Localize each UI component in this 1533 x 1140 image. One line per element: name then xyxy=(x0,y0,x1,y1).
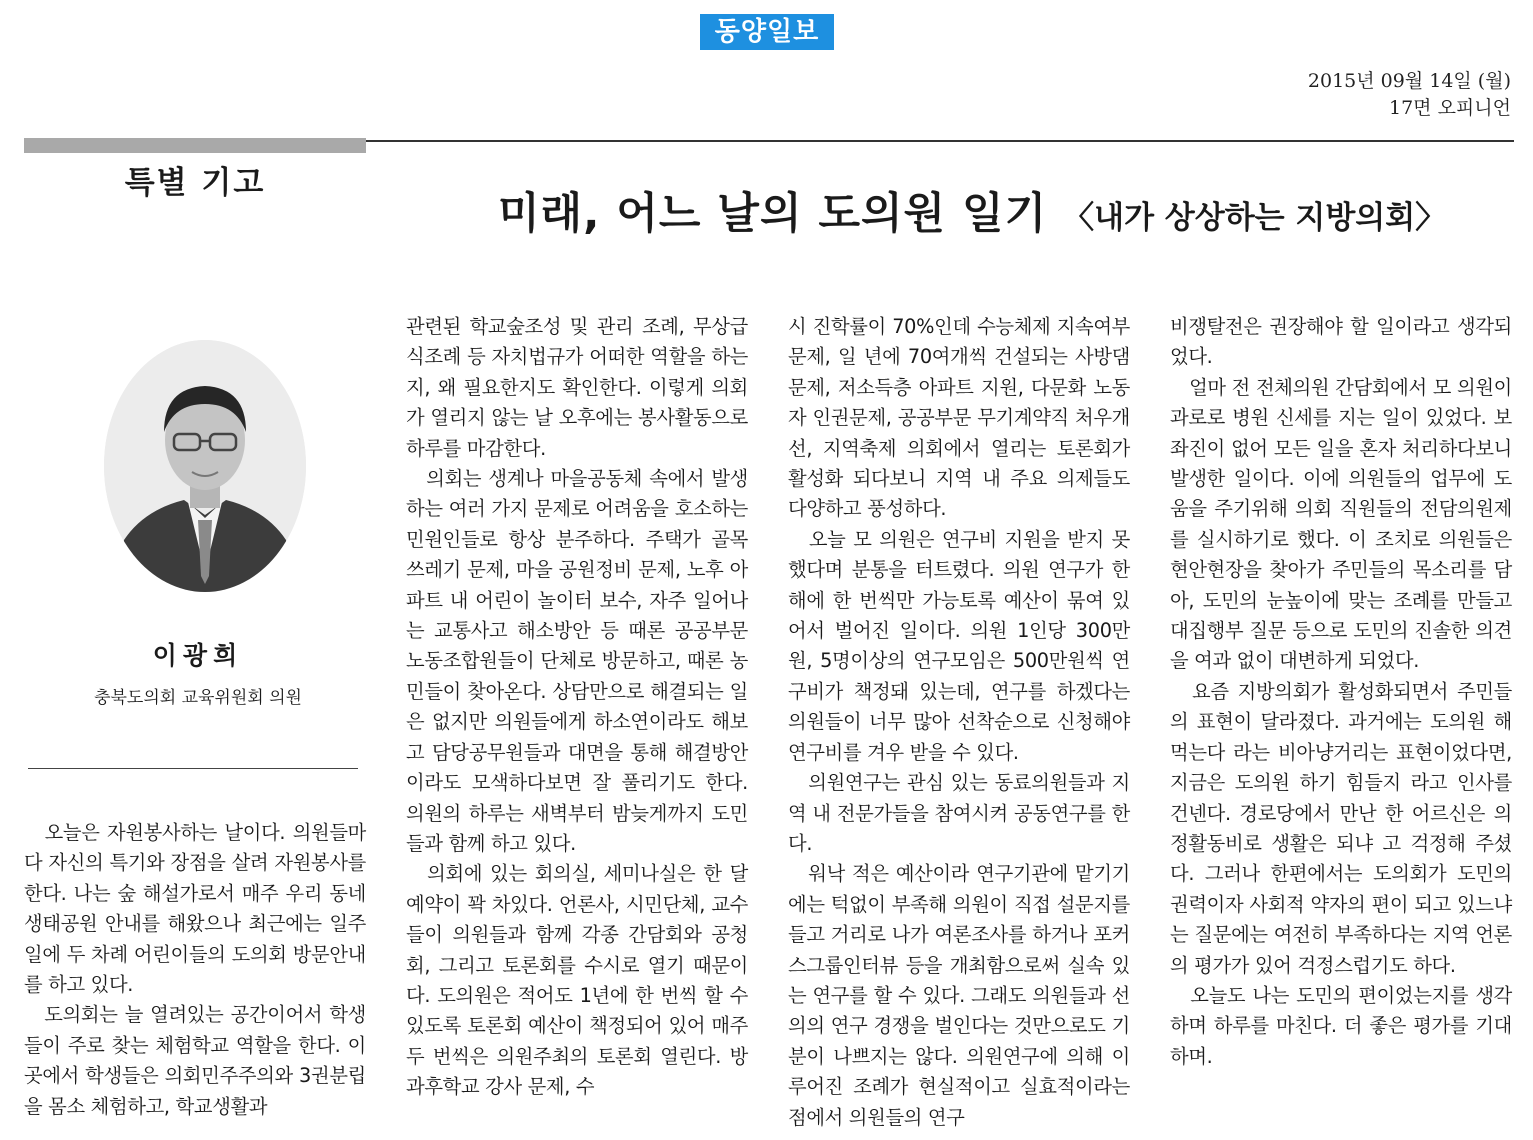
headline-subtitle: 〈내가 상상하는 지방의회〉 xyxy=(1063,200,1447,236)
author-divider xyxy=(28,768,358,769)
paragraph: 워낙 적은 예산이라 연구기관에 맡기기에는 턱없이 부족해 의원이 직접 설문지를 들고 거리로 나가 여론조사를 하거나 포커스그룹인터뷰 등을 개최함으로써 실속 있는 연구를 할 수 있다. 그래도 의원들과 선의의 연구 경쟁을 벌인다는 것만으로도 기분이 나쁘지는 않다. 의원연구에 의해 이루어진 조례가 현실적이고 실효적이라는 점에서 의원들의 연구 xyxy=(788,862,1130,1129)
author-title: 충북도의회 교육위원회 의원 xyxy=(94,688,302,708)
paragraph: 의회는 생계나 마을공동체 속에서 발생하는 여러 가지 문제로 어려움을 호소하는 민원인들로 항상 분주하다. 주택가 골목 쓰레기 문제, 마을 공원정비 문제, 노후 아파트 내 어린이 놀이터 보수, 자주 일어나는 교통사고 해소방안 등 때론 공공부문 노동조합원들이 단체로 방문하고, 때론 농민들이 찾아온다. 상담만으로 해결되는 일은 없지만 의원들에게 하소연이라도 해보고 담당공무원들과 대면을 통해 해결방안이라도 모색하다보면 잘 풀리기도 한다. 의원의 하루는 새벽부터 밤늦게까지 도민들과 함께 하고 있다. xyxy=(406,467,748,855)
author-photo xyxy=(104,340,306,592)
paragraph: 얼마 전 전체의원 간담회에서 모 의원이 과로로 병원 신세를 지는 일이 있었다. 보좌진이 없어 모든 일을 혼자 처리하다보니 발생한 일이다. 이에 의원들의 업무에 도움을 주기위해 의회 직원들의 전담의원제를 실시하기로 했다. 이 조치로 의원들은 현안현장을 찾아가 주민들의 목소리를 담아, 도민의 눈높이에 맞는 조례를 만들고 대집행부 질문 등으로 도민의 진솔한 의견을 여과 없이 대변하게 되었다. xyxy=(1170,375,1512,673)
paragraph: 의원연구는 관심 있는 동료의원들과 지역 내 전문가들을 참여시켜 공동연구를 한다. xyxy=(788,771,1130,855)
author-name: 이광희 xyxy=(152,641,244,670)
paragraph: 시 진학률이 70%인데 수능체제 지속여부 문제, 일 년에 70여개씩 건설되는 사방댐 문제, 저소득층 아파트 지원, 다문화 노동자 인권문제, 공공부문 무기계약직 처우개선, 지역축제 의회에서 열리는 토론회가 활성화 되다보니 지역 내 주요 의제들도 다양하고 풍성하다. xyxy=(788,315,1130,521)
newspaper-logo: 동양일보 xyxy=(700,14,834,50)
article-column-3 xyxy=(788,312,1130,1133)
publish-date: 2015년 09월 14일 (월) xyxy=(1307,70,1511,92)
page-section: 17면 오피니언 xyxy=(1389,97,1511,119)
paragraph: 오늘도 나는 도민의 편이었는지를 생각하며 하루를 마친다. 더 좋은 평가를 기대하며. xyxy=(1170,983,1512,1068)
paragraph: 비쟁탈전은 권장해야 할 일이라고 생각되었다. xyxy=(1170,315,1512,369)
section-label: 특별 기고 xyxy=(124,165,266,201)
paragraph: 요즘 지방의회가 활성화되면서 주민들의 표현이 달라졌다. 과거에는 도의원 해 먹는다 라는 비아냥거리는 표현이었다면, 지금은 도의원 하기 힘들지 라고 인사를 건넨다. 경로당에서 만난 한 어르신은 의정활동비로 생활은 되냐 고 걱정해 주셨다. 그러나 한편에서는 도의회가 도민의 권력이자 사회적 약자의 편이 되고 있느냐는 질문에는 여전히 부족하다는 지역 언론의 평가가 있어 걱정스럽기도 하다. xyxy=(1170,679,1512,977)
top-divider xyxy=(366,140,1514,142)
headline xyxy=(498,180,1446,241)
paragraph: 오늘은 자원봉사하는 날이다. 의원들마다 자신의 특기와 장점을 살려 자원봉사를 한다. 나는 숲 해설가로서 매주 우리 동네 생태공원 안내를 해왔으나 최근에는 일주일에 두 차례 어린이들의 도의회 방문안내를 하고 있다. xyxy=(24,821,366,997)
article-column-4 xyxy=(1170,312,1512,1072)
paragraph: 오늘 모 의원은 연구비 지원을 받지 못했다며 분통을 터트렸다. 의원 연구가 한해에 한 번씩만 가능토록 예산이 묶여 있어서 벌어진 일이다. 의원 1인당 300만원, 5명이상의 연구모임은 500만원씩 연구비가 책정돼 있는데, 연구를 하겠다는 의원들이 너무 많아 선착순으로 신청해야 연구비를 겨우 받을 수 있다. xyxy=(788,527,1130,764)
paragraph: 관련된 학교숲조성 및 관리 조례, 무상급식조례 등 자치법규가 어떠한 역할을 하는지, 왜 필요한지도 확인한다. 이렇게 의회가 열리지 않는 날 오후에는 봉사활동으로 하루를 마감한다. xyxy=(406,315,748,460)
section-bar xyxy=(24,138,366,153)
headline-title: 미래, 어느 날의 도의원 일기 xyxy=(498,189,1048,239)
dateline xyxy=(1308,68,1511,122)
paragraph: 의회에 있는 회의실, 세미나실은 한 달 예약이 꽉 차있다. 언론사, 시민단체, 교수들이 의원들과 함께 각종 간담회와 공청회, 그리고 토론회를 수시로 열기 때문이다. 도의원은 적어도 1년에 한 번씩 할 수 있도록 토론회 예산이 책정되어 있어 매주 두 번씩은 의원주최의 토론회 열린다. 방과후학교 강사 문제, 수 xyxy=(406,862,748,1099)
paragraph: 도의회는 늘 열려있는 공간이어서 학생들이 주로 찾는 체험학교 역할을 한다. 이곳에서 학생들은 의회민주주의와 3권분립을 몸소 체험하고, 학교생활과 xyxy=(24,1003,366,1118)
person-portrait-icon xyxy=(104,340,306,592)
article-column-1 xyxy=(24,818,366,1122)
article-column-2 xyxy=(406,312,748,1103)
